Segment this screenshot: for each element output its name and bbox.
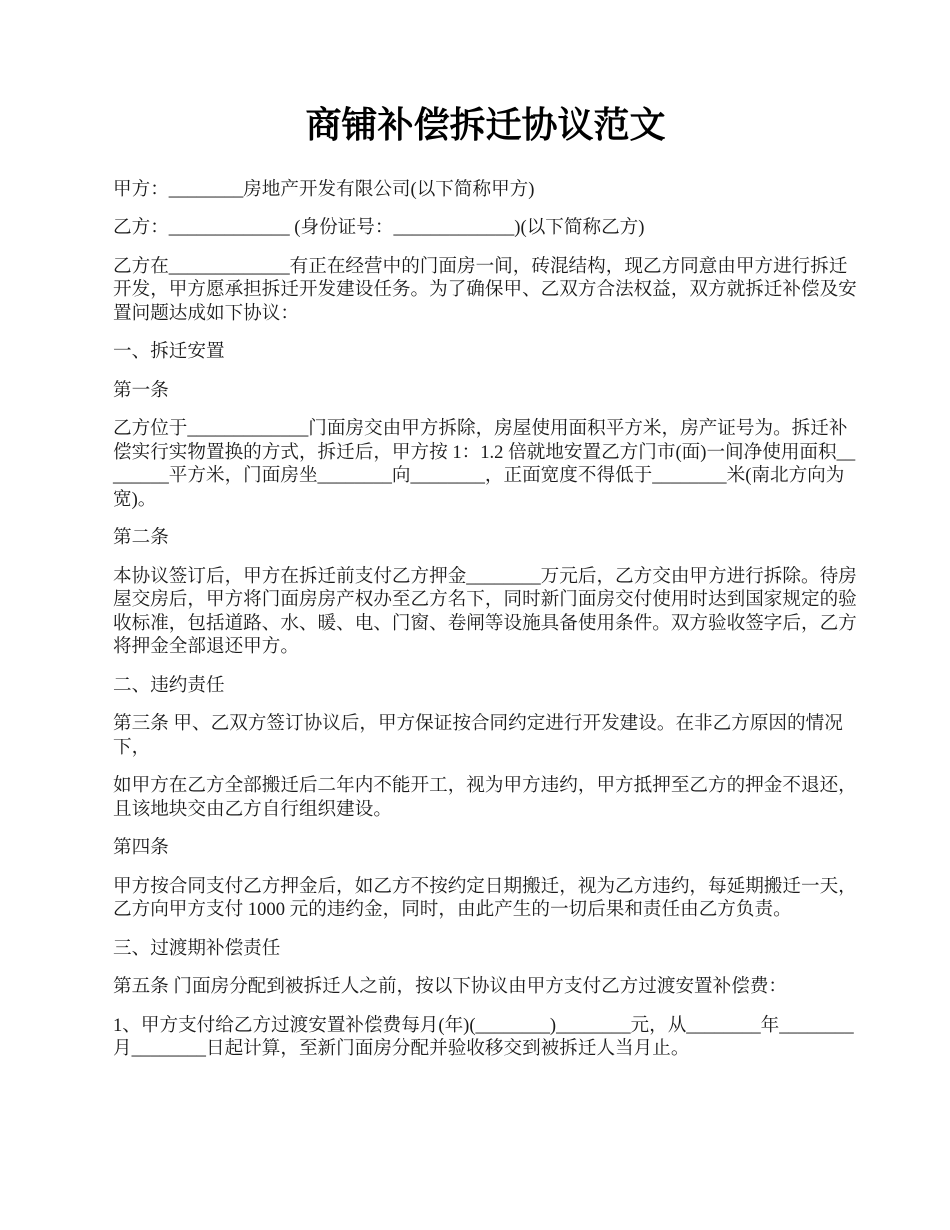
party-a-line: 甲方：________房地产开发有限公司(以下简称甲方) [113, 178, 535, 200]
clause-5-item-1: 1、甲方支付给乙方过渡安置补偿费每月(年)(________)________元，从________年________月________日起计算，至新门面房分配并验收移交到被拆迁人当月止。 [113, 1014, 854, 1060]
clause-1-body: 乙方位于_____________门面房交由甲方拆除，房屋使用面积平方米，房产证号为。拆迁补偿实行实物置换的方式，拆迁后，甲方按 1：1.2 倍就地安置乙方门市(面)一间净使用面积________平方米，门面房坐________向________，正面宽度不得低于________米(南北方向为宽)。 [113, 418, 856, 510]
preamble-paragraph: 乙方在_____________有正在经营中的门面房一间，砖混结构，现乙方同意由甲方进行拆迁开发，甲方愿承担拆迁开发建设任务。为了确保甲、乙双方合法权益，双方就拆迁补偿及安置问题达成如下协议： [113, 255, 857, 324]
section-2-heading: 二、违约责任 [113, 674, 225, 696]
document-title: 商铺补偿拆迁协议范文 [305, 105, 666, 145]
clause-2-body: 本协议签订后，甲方在拆迁前支付乙方押金________万元后，乙方交由甲方进行拆除。待房屋交房后，甲方将门面房房产权办至乙方名下，同时新门面房交付使用时达到国家规定的验收标准，包括道路、水、暖、电、门窗、卷闸等设施具备使用条件。双方验收签字后，乙方将押金全部退还甲方。 [113, 565, 857, 658]
clause-3-continuation: 如甲方在乙方全部搬迁后二年内不能开工，视为甲方违约，甲方抵押至乙方的押金不退还，且该地块交由乙方自行组织建设。 [113, 775, 857, 820]
clause-4-label: 第四条 [113, 837, 169, 859]
party-b-line: 乙方：_____________ (身份证号：_____________)(以下简称乙方) [113, 217, 645, 239]
clause-5-intro: 第五条 门面房分配到被拆迁人之前，按以下协议由甲方支付乙方过渡安置补偿费： [113, 976, 788, 998]
clause-1-label: 第一条 [113, 379, 169, 401]
section-1-heading: 一、拆迁安置 [113, 341, 225, 363]
section-3-heading: 三、过渡期补偿责任 [113, 937, 281, 959]
clause-2-label: 第二条 [113, 527, 169, 549]
clause-4-body: 甲方按合同支付乙方押金后，如乙方不按约定日期搬迁，视为乙方违约，每延期搬迁一天，乙方向甲方支付 1000 元的违约金，同时，由此产生的一切后果和责任由乙方负责。 [113, 875, 857, 921]
clause-3-body: 第三条 甲、乙双方签订协议后，甲方保证按合同约定进行开发建设。在非乙方原因的情况下， [113, 713, 843, 758]
